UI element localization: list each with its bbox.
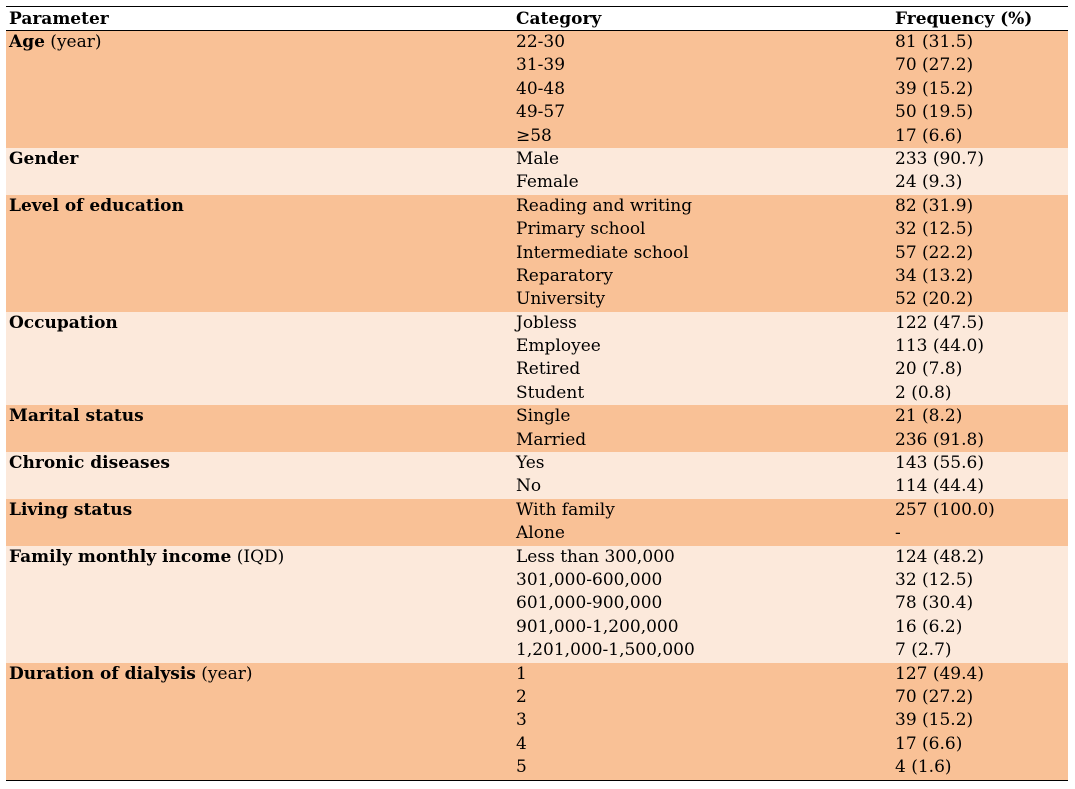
parameter-cell — [6, 312, 512, 406]
category-cell: 901,000-1,200,000 — [516, 616, 679, 637]
category-cell: ≥58 — [516, 125, 552, 146]
frequency-cell: 70 (27.2) — [895, 55, 974, 76]
category-cell: 4 — [516, 733, 527, 754]
table-group — [6, 148, 1068, 195]
category-column — [512, 663, 892, 780]
category-column — [512, 31, 892, 148]
parameter-name: Occupation — [9, 312, 118, 333]
frequency-cell: 233 (90.7) — [895, 148, 984, 169]
category-cell: 40-48 — [516, 78, 566, 99]
frequency-column — [892, 312, 1068, 406]
category-cell: 5 — [516, 757, 527, 778]
frequency-cell: 122 (47.5) — [895, 312, 984, 333]
category-cell: Jobless — [516, 312, 577, 333]
category-cell: 601,000-900,000 — [516, 593, 663, 614]
frequency-cell: 124 (48.2) — [895, 546, 984, 567]
category-cell: Married — [516, 429, 587, 450]
frequency-cell: 236 (91.8) — [895, 429, 984, 450]
category-column — [512, 148, 892, 195]
category-cell: 1,201,000-1,500,000 — [516, 640, 695, 661]
table-group — [6, 663, 1068, 780]
frequency-cell: 39 (15.2) — [895, 710, 974, 731]
category-column — [512, 405, 892, 452]
table-group — [6, 499, 1068, 546]
category-cell: Employee — [516, 336, 601, 357]
frequency-column — [892, 499, 1068, 546]
header-category: Category — [516, 9, 602, 29]
table-group — [6, 31, 1068, 148]
frequency-cell: 32 (12.5) — [895, 569, 974, 590]
category-cell: Retired — [516, 359, 581, 380]
frequency-column — [892, 148, 1068, 195]
category-cell: 2 — [516, 686, 527, 707]
category-column — [512, 499, 892, 546]
frequency-cell: 20 (7.8) — [895, 359, 963, 380]
category-column — [512, 312, 892, 406]
frequency-cell: 52 (20.2) — [895, 289, 974, 310]
parameter-name: Marital status — [9, 406, 144, 427]
category-cell: 22-30 — [516, 32, 566, 52]
frequency-cell: 81 (31.5) — [895, 32, 974, 52]
frequency-column — [892, 31, 1068, 148]
parameter-cell — [6, 148, 512, 195]
category-cell: Female — [516, 172, 579, 193]
frequency-column — [892, 452, 1068, 499]
parameter-cell — [6, 195, 512, 312]
table-group — [6, 452, 1068, 499]
frequency-cell: 70 (27.2) — [895, 686, 974, 707]
category-cell: 31-39 — [516, 55, 566, 76]
table-group — [6, 195, 1068, 312]
parameter-name: Gender — [9, 148, 79, 169]
frequency-cell: 113 (44.0) — [895, 336, 984, 357]
frequency-cell: 50 (19.5) — [895, 102, 974, 123]
table-group — [6, 546, 1068, 663]
parameter-name: Age — [9, 32, 45, 52]
frequency-cell: 17 (6.6) — [895, 733, 963, 754]
parameter-name: Level of education — [9, 195, 184, 216]
parameter-unit: (year) — [195, 663, 253, 684]
parameter-name: Chronic diseases — [9, 453, 170, 474]
frequency-cell: 32 (12.5) — [895, 219, 974, 240]
frequency-cell: 16 (6.2) — [895, 616, 963, 637]
category-cell: With family — [516, 499, 615, 520]
parameter-cell — [6, 499, 512, 546]
demographics-table — [6, 6, 1068, 781]
parameter-unit: (year) — [44, 32, 102, 52]
frequency-cell: 82 (31.9) — [895, 195, 974, 216]
frequency-cell: 2 (0.8) — [895, 382, 952, 403]
parameter-name: Duration of dialysis — [9, 663, 196, 684]
category-cell: No — [516, 476, 542, 497]
header-frequency: Frequency (%) — [895, 9, 1033, 29]
frequency-cell: 127 (49.4) — [895, 663, 984, 684]
frequency-cell: 57 (22.2) — [895, 242, 974, 263]
table-bottom-rule — [6, 780, 1068, 781]
category-cell: Less than 300,000 — [516, 546, 675, 567]
category-cell: Reading and writing — [516, 195, 693, 216]
parameter-unit: (IQD) — [231, 546, 285, 567]
frequency-cell: 21 (8.2) — [895, 406, 963, 427]
category-cell: 49-57 — [516, 102, 566, 123]
category-cell: Reparatory — [516, 265, 613, 286]
category-cell: 3 — [516, 710, 527, 731]
category-cell: 1 — [516, 663, 527, 684]
frequency-cell: 17 (6.6) — [895, 125, 963, 146]
parameter-cell — [6, 405, 512, 452]
frequency-cell: 39 (15.2) — [895, 78, 974, 99]
category-cell: Primary school — [516, 219, 646, 240]
table-group — [6, 312, 1068, 406]
category-cell: Student — [516, 382, 585, 403]
frequency-cell: 4 (1.6) — [895, 757, 952, 778]
category-column — [512, 195, 892, 312]
frequency-column — [892, 546, 1068, 663]
parameter-cell — [6, 663, 512, 780]
frequency-cell: - — [895, 523, 901, 544]
category-cell: Single — [516, 406, 571, 427]
category-cell: Yes — [516, 453, 545, 474]
category-cell: University — [516, 289, 606, 310]
category-column — [512, 452, 892, 499]
header-parameter: Parameter — [9, 9, 109, 29]
frequency-cell: 114 (44.4) — [895, 476, 984, 497]
frequency-cell: 7 (2.7) — [895, 640, 952, 661]
parameter-name: Family monthly income — [9, 546, 232, 567]
frequency-cell: 143 (55.6) — [895, 453, 984, 474]
parameter-name: Living status — [9, 499, 133, 520]
category-column — [512, 546, 892, 663]
frequency-cell: 257 (100.0) — [895, 499, 995, 520]
category-cell: Male — [516, 148, 560, 169]
parameter-cell — [6, 31, 512, 148]
table-group — [6, 405, 1068, 452]
table-body — [6, 31, 1068, 780]
frequency-column — [892, 405, 1068, 452]
frequency-cell: 34 (13.2) — [895, 265, 974, 286]
frequency-column — [892, 195, 1068, 312]
frequency-cell: 24 (9.3) — [895, 172, 963, 193]
category-cell: Alone — [516, 523, 565, 544]
category-cell: 301,000-600,000 — [516, 569, 663, 590]
frequency-column — [892, 663, 1068, 780]
parameter-cell — [6, 546, 512, 663]
table-header-row — [6, 6, 1068, 31]
parameter-cell — [6, 452, 512, 499]
category-cell: Intermediate school — [516, 242, 689, 263]
frequency-cell: 78 (30.4) — [895, 593, 974, 614]
